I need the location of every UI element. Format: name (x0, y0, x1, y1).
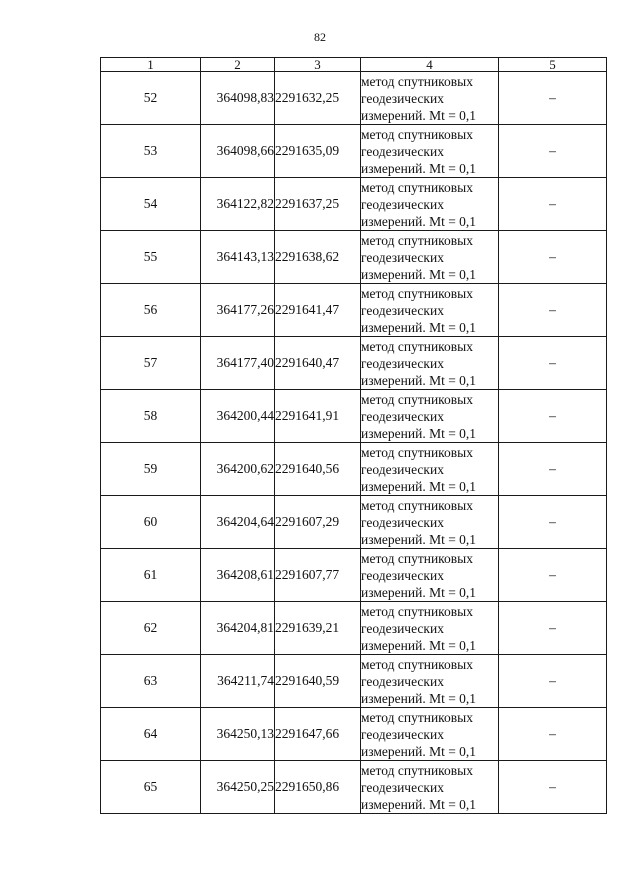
method-line-1: метод спутниковых (361, 550, 473, 566)
method-line-1: метод спутниковых (361, 179, 473, 195)
table-row (101, 496, 607, 549)
method-line-1: метод спутниковых (361, 338, 473, 354)
x-coordinate-cell: 364098,83 (201, 72, 275, 125)
point-number-cell: 54 (101, 178, 201, 231)
note-cell: – (499, 390, 607, 443)
x-coordinate-cell: 364208,61 (201, 549, 275, 602)
point-number-cell: 52 (101, 72, 201, 125)
method-line-2: геодезических (361, 408, 444, 424)
method-line-3: измерений. Mt = 0,1 (361, 584, 477, 600)
point-number-cell: 65 (101, 761, 201, 814)
header-col-5: 5 (499, 58, 607, 72)
note-cell: – (499, 443, 607, 496)
method-cell (361, 390, 499, 443)
note-cell: – (499, 549, 607, 602)
note-cell: – (499, 496, 607, 549)
table-row (101, 549, 607, 602)
table-row (101, 708, 607, 761)
y-coordinate-cell: 2291632,25 (275, 72, 361, 125)
method-line-3: измерений. Mt = 0,1 (361, 160, 477, 176)
header-col-2: 2 (201, 58, 275, 72)
x-coordinate-cell: 364211,74 (201, 655, 275, 708)
x-coordinate-cell: 364200,44 (201, 390, 275, 443)
page-number: 82 (314, 30, 326, 44)
method-line-1: метод спутниковых (361, 656, 473, 672)
method-cell (361, 72, 499, 125)
method-cell (361, 708, 499, 761)
y-coordinate-cell: 2291640,47 (275, 337, 361, 390)
y-coordinate-cell: 2291637,25 (275, 178, 361, 231)
method-cell (361, 443, 499, 496)
method-line-3: измерений. Mt = 0,1 (361, 425, 477, 441)
method-line-2: геодезических (361, 461, 444, 477)
table-row (101, 602, 607, 655)
y-coordinate-cell: 2291607,77 (275, 549, 361, 602)
point-number-cell: 62 (101, 602, 201, 655)
method-cell (361, 231, 499, 284)
point-number-cell: 61 (101, 549, 201, 602)
table-row (101, 125, 607, 178)
y-coordinate-cell: 2291638,62 (275, 231, 361, 284)
table-header-row (101, 58, 607, 72)
method-line-1: метод спутниковых (361, 73, 473, 89)
x-coordinate-cell: 364200,62 (201, 443, 275, 496)
x-coordinate-cell: 364177,40 (201, 337, 275, 390)
method-line-1: метод спутниковых (361, 603, 473, 619)
header-col-3: 3 (275, 58, 361, 72)
y-coordinate-cell: 2291607,29 (275, 496, 361, 549)
method-line-2: геодезических (361, 249, 444, 265)
method-line-1: метод спутниковых (361, 285, 473, 301)
table-row (101, 231, 607, 284)
method-line-3: измерений. Mt = 0,1 (361, 213, 477, 229)
y-coordinate-cell: 2291640,59 (275, 655, 361, 708)
note-cell: – (499, 231, 607, 284)
y-coordinate-cell: 2291640,56 (275, 443, 361, 496)
method-line-2: геодезических (361, 302, 444, 318)
table-row (101, 72, 607, 125)
method-line-1: метод спутниковых (361, 232, 473, 248)
x-coordinate-cell: 364250,25 (201, 761, 275, 814)
note-cell: – (499, 761, 607, 814)
table-row (101, 390, 607, 443)
table-body (101, 72, 607, 814)
x-coordinate-cell: 364204,64 (201, 496, 275, 549)
point-number-cell: 58 (101, 390, 201, 443)
method-line-2: геодезических (361, 355, 444, 371)
table-row (101, 655, 607, 708)
method-line-2: геодезических (361, 90, 444, 106)
method-line-2: геодезических (361, 143, 444, 159)
table-row (101, 178, 607, 231)
note-cell: – (499, 72, 607, 125)
y-coordinate-cell: 2291641,91 (275, 390, 361, 443)
note-cell: – (499, 337, 607, 390)
y-coordinate-cell: 2291641,47 (275, 284, 361, 337)
method-line-2: геодезических (361, 673, 444, 689)
y-coordinate-cell: 2291647,66 (275, 708, 361, 761)
method-cell (361, 549, 499, 602)
method-line-3: измерений. Mt = 0,1 (361, 107, 477, 123)
table-row (101, 761, 607, 814)
method-line-2: геодезических (361, 567, 444, 583)
method-cell (361, 178, 499, 231)
method-line-1: метод спутниковых (361, 444, 473, 460)
x-coordinate-cell: 364204,81 (201, 602, 275, 655)
method-cell (361, 655, 499, 708)
method-cell (361, 125, 499, 178)
x-coordinate-cell: 364250,13 (201, 708, 275, 761)
method-line-3: измерений. Mt = 0,1 (361, 637, 477, 653)
x-coordinate-cell: 364143,13 (201, 231, 275, 284)
method-line-2: геодезических (361, 196, 444, 212)
note-cell: – (499, 602, 607, 655)
method-line-3: измерений. Mt = 0,1 (361, 266, 477, 282)
method-line-1: метод спутниковых (361, 126, 473, 142)
point-number-cell: 55 (101, 231, 201, 284)
method-line-3: измерений. Mt = 0,1 (361, 478, 477, 494)
method-line-2: геодезических (361, 726, 444, 742)
method-cell (361, 602, 499, 655)
method-line-1: метод спутниковых (361, 709, 473, 725)
method-line-3: измерений. Mt = 0,1 (361, 796, 477, 812)
method-line-3: измерений. Mt = 0,1 (361, 743, 477, 759)
method-line-3: измерений. Mt = 0,1 (361, 319, 477, 335)
point-number-cell: 57 (101, 337, 201, 390)
method-line-1: метод спутниковых (361, 762, 473, 778)
method-cell (361, 284, 499, 337)
method-cell (361, 337, 499, 390)
note-cell: – (499, 708, 607, 761)
note-cell: – (499, 284, 607, 337)
x-coordinate-cell: 364177,26 (201, 284, 275, 337)
note-cell: – (499, 655, 607, 708)
method-line-3: измерений. Mt = 0,1 (361, 690, 477, 706)
method-line-3: измерений. Mt = 0,1 (361, 372, 477, 388)
header-col-1: 1 (101, 58, 201, 72)
method-cell (361, 761, 499, 814)
point-number-cell: 60 (101, 496, 201, 549)
method-line-2: геодезических (361, 620, 444, 636)
point-number-cell: 64 (101, 708, 201, 761)
method-line-3: измерений. Mt = 0,1 (361, 531, 477, 547)
x-coordinate-cell: 364122,82 (201, 178, 275, 231)
header-col-4: 4 (361, 58, 499, 72)
method-line-1: метод спутниковых (361, 391, 473, 407)
table-row (101, 284, 607, 337)
method-line-2: геодезических (361, 779, 444, 795)
method-line-1: метод спутниковых (361, 497, 473, 513)
y-coordinate-cell: 2291650,86 (275, 761, 361, 814)
point-number-cell: 53 (101, 125, 201, 178)
method-line-2: геодезических (361, 514, 444, 530)
note-cell: – (499, 125, 607, 178)
x-coordinate-cell: 364098,66 (201, 125, 275, 178)
table-row (101, 443, 607, 496)
point-number-cell: 56 (101, 284, 201, 337)
method-cell (361, 496, 499, 549)
coordinates-table (100, 57, 607, 814)
note-cell: – (499, 178, 607, 231)
y-coordinate-cell: 2291639,21 (275, 602, 361, 655)
y-coordinate-cell: 2291635,09 (275, 125, 361, 178)
point-number-cell: 59 (101, 443, 201, 496)
point-number-cell: 63 (101, 655, 201, 708)
table-row (101, 337, 607, 390)
